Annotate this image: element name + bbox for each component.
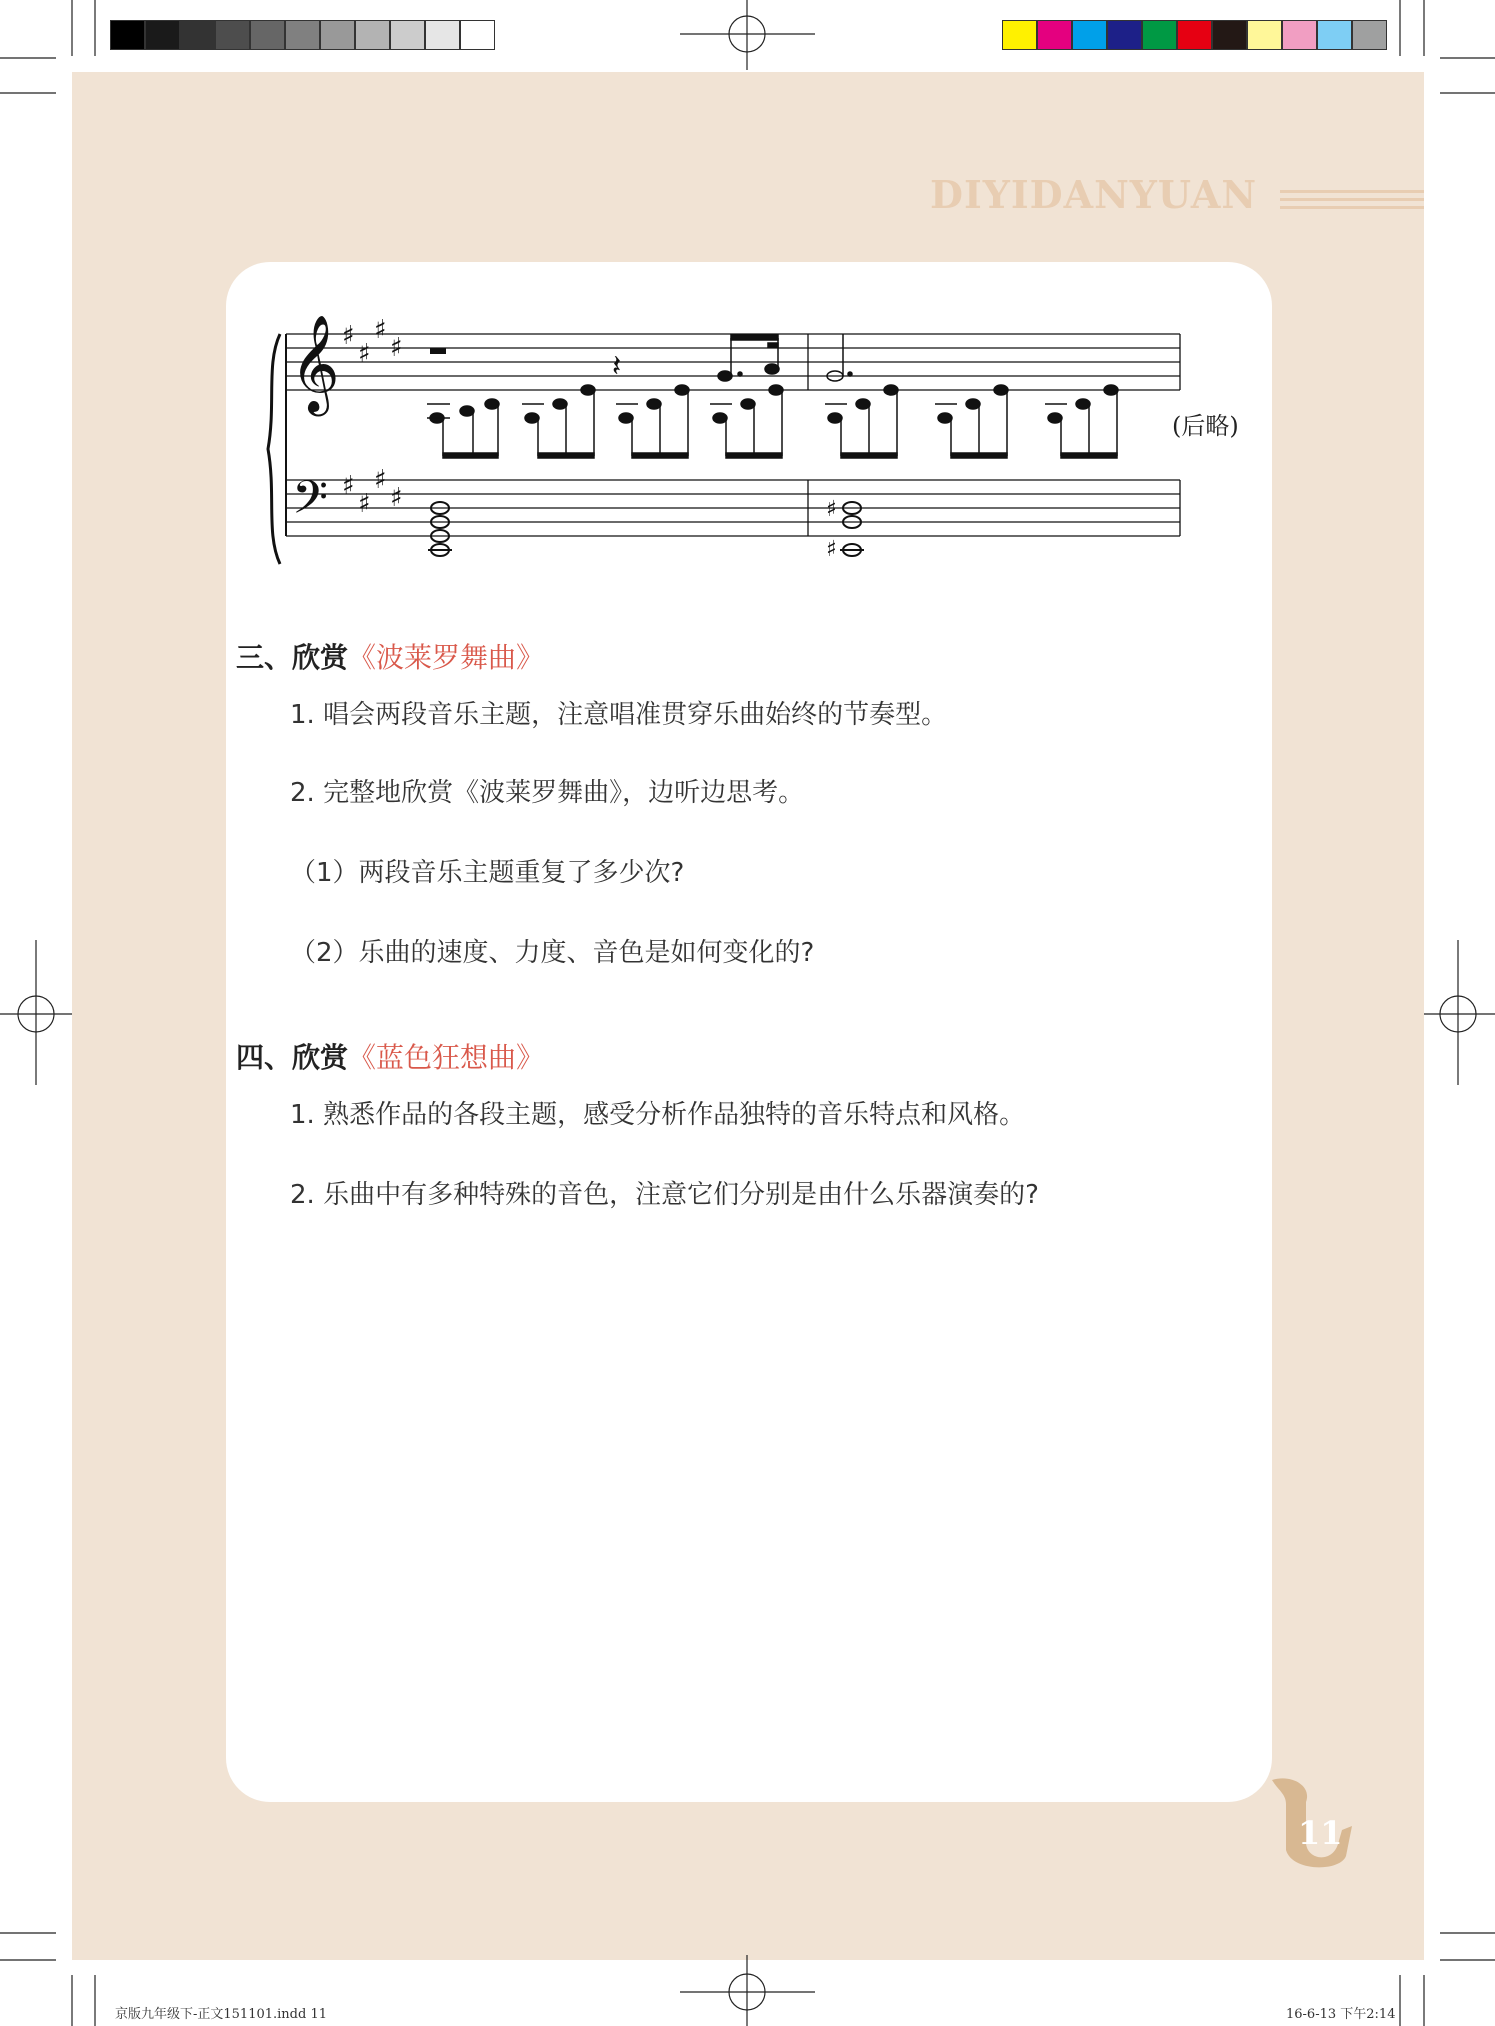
svg-text:♯: ♯ bbox=[826, 497, 837, 522]
file-slug: 京版九年级下-正文151101.indd 11 bbox=[115, 2007, 327, 2022]
svg-text:♯: ♯ bbox=[358, 489, 371, 519]
svg-text:♯: ♯ bbox=[342, 321, 355, 351]
work-title-rhapsody: 《蓝色狂想曲》 bbox=[348, 1041, 545, 1074]
header-rule bbox=[1280, 206, 1424, 209]
music-score bbox=[262, 304, 1182, 594]
header-rule bbox=[1280, 198, 1424, 201]
section-heading-rhapsody bbox=[236, 1036, 544, 1076]
unit-header-label: DIYIDANYUAN bbox=[930, 172, 1258, 217]
header-rule bbox=[1280, 190, 1424, 193]
page-number: 11 bbox=[1298, 1814, 1343, 1852]
work-title-bolero: 《波莱罗舞曲》 bbox=[348, 641, 545, 674]
svg-text:𝄞: 𝄞 bbox=[290, 314, 340, 412]
svg-text:♯: ♯ bbox=[374, 315, 387, 345]
svg-text:♯: ♯ bbox=[390, 483, 403, 513]
score-omitted-note: (后略) bbox=[1172, 412, 1239, 440]
list-item: 2. 完整地欣赏《波莱罗舞曲》，边听边思考。 bbox=[290, 778, 805, 808]
heading-prefix: 四、欣赏 bbox=[236, 1041, 349, 1074]
svg-text:♯: ♯ bbox=[390, 333, 403, 363]
list-item: 1. 熟悉作品的各段主题，感受分析作品独特的音乐特点和风格。 bbox=[290, 1100, 1026, 1130]
svg-text:♯: ♯ bbox=[342, 471, 355, 501]
svg-text:♯: ♯ bbox=[826, 537, 837, 562]
svg-text:♯: ♯ bbox=[358, 339, 371, 369]
list-item: （1）两段音乐主题重复了多少次? bbox=[290, 858, 685, 888]
svg-text:𝄽: 𝄽 bbox=[612, 349, 622, 384]
svg-text:♯: ♯ bbox=[374, 465, 387, 495]
section-heading-bolero bbox=[236, 636, 544, 676]
list-item: （2）乐曲的速度、力度、音色是如何变化的? bbox=[290, 938, 815, 968]
heading-prefix: 三、欣赏 bbox=[236, 641, 349, 674]
list-item: 2. 乐曲中有多种特殊的音色，注意它们分别是由什么乐器演奏的? bbox=[290, 1180, 1039, 1210]
svg-text:𝄢: 𝄢 bbox=[292, 471, 329, 536]
list-item: 1. 唱会两段音乐主题，注意唱准贯穿乐曲始终的节奏型。 bbox=[290, 700, 948, 730]
date-slug: 16-6-13 下午2:14 bbox=[1286, 2007, 1396, 2022]
